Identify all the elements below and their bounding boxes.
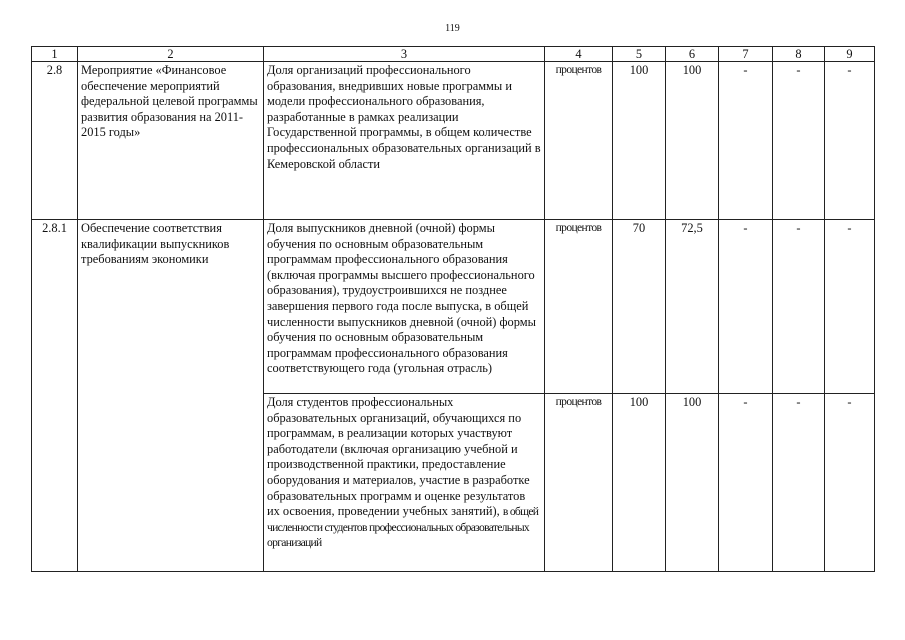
value-col7: - [719,220,773,394]
column-header: 8 [773,47,825,62]
value-col7: - [719,62,773,220]
value-col8: - [773,220,825,394]
column-header: 6 [666,47,719,62]
indicator-cell [264,220,545,394]
unit-cell: процентов [545,62,613,220]
table-header-row [32,47,875,62]
value-col9: - [825,220,875,394]
measure-name: Обеспечение соответствия квалификации выпускников требованиям экономики [78,220,264,572]
value-col8: - [773,62,825,220]
indicator-text: Доля выпускников дневной (очной) формы обучения по основным образовательным программам профессионального образования (включая программы высшего профессионального образования), трудоустроившихся не позднее завершения первого года после выпуска, в общей численности выпускников дневной (очной) формы обучения по основным образовательным программам профессионального образования соответствующего года (угольная отрасль) [267,221,536,376]
value-col6: 100 [666,62,719,220]
indicator-text-tail: в общей численности студентов профессиональных образовательных организаций [267,505,539,550]
value-col5: 70 [613,220,666,394]
value-col8: - [773,394,825,572]
column-header: 7 [719,47,773,62]
measure-name: Мероприятие «Финансовое обеспечение мероприятий федеральной целевой программы развития образования на 2011- 2015 годы» [78,62,264,220]
row-number: 2.8.1 [32,220,78,572]
table-row [32,220,875,394]
table-row [32,62,875,220]
unit-cell: процентов [545,220,613,394]
value-col6: 100 [666,394,719,572]
value-col7: - [719,394,773,572]
column-header: 1 [32,47,78,62]
row-number: 2.8 [32,62,78,220]
indicator-cell [264,62,545,220]
program-indicators-table [31,46,875,572]
column-header: 5 [613,47,666,62]
column-header: 4 [545,47,613,62]
value-col9: - [825,394,875,572]
column-header: 3 [264,47,545,62]
page-number: 119 [445,23,460,34]
unit-cell: процентов [545,394,613,572]
value-col5: 100 [613,62,666,220]
indicator-text: Доля студентов профессиональных образовательных организаций, обучающихся по программам, в реализации которых участвуют работодатели (включая организацию учебной и производственной практики, предоставление оборудования и материалов, участие в разработке образовательных программ и оценке результатов их освоения, проведении учебных занятий), [267,395,530,519]
value-col6: 72,5 [666,220,719,394]
value-col9: - [825,62,875,220]
indicator-cell [264,394,545,572]
indicator-text: Доля организаций профессионального образования, внедривших новые программы и модели профессионального образования, разработанные в рамках реализации Государственной программы, в общем количестве профессиональных образовательных организаций в Кемеровской области [267,63,541,171]
column-header: 2 [78,47,264,62]
value-col5: 100 [613,394,666,572]
column-header: 9 [825,47,875,62]
